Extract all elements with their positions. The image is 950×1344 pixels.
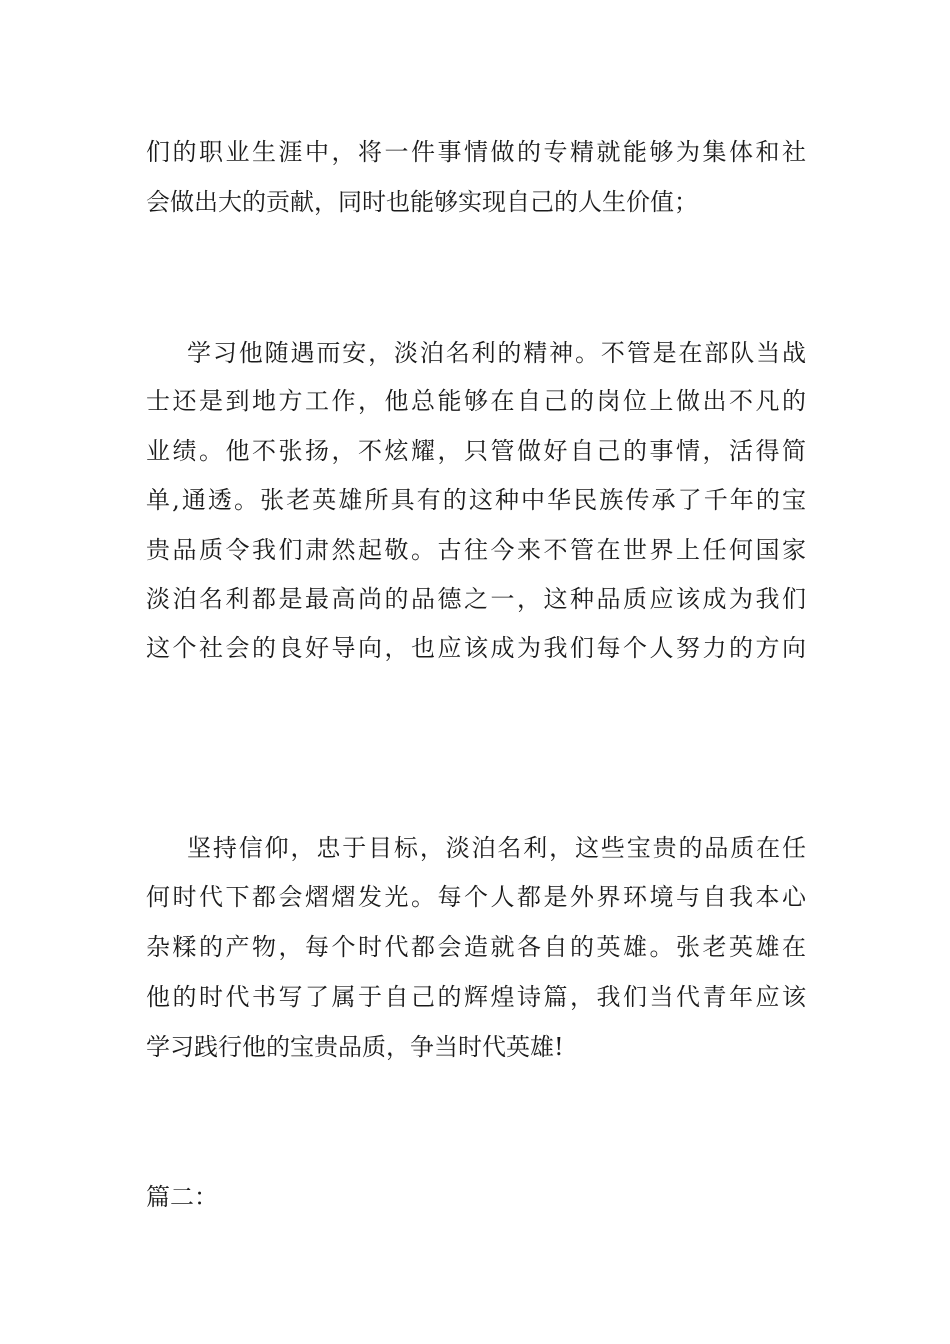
- paragraph-line: 业绩。他不张扬，不炫耀，只管做好自己的事情，活得简: [146, 437, 806, 465]
- paragraph-line: 单,通透。张老英雄所具有的这种中华民族传承了千年的宝: [146, 486, 806, 514]
- paragraph-line: 淡泊名利都是最高尚的品德之一，这种品质应该成为我们: [146, 585, 806, 613]
- paragraph-line: 会做出大的贡献，同时也能够实现自己的人生价值；: [146, 188, 698, 216]
- paragraph-line: 贵品质令我们肃然起敬。古往今来不管在世界上任何国家: [146, 536, 806, 564]
- paragraph-line: 坚持信仰，忠于目标，淡泊名利，这些宝贵的品质在任: [187, 834, 806, 862]
- paragraph-line: 学习践行他的宝贵品质，争当时代英雄!: [146, 1033, 564, 1061]
- paragraph-line: 学习他随遇而安，淡泊名利的精神。不管是在部队当战: [187, 339, 806, 367]
- paragraph-line: 们的职业生涯中，将一件事情做的专精就能够为集体和社: [146, 138, 806, 166]
- paragraph-line: 杂糅的产物，每个时代都会造就各自的英雄。张老英雄在: [146, 933, 806, 961]
- paragraph-line: 他的时代书写了属于自己的辉煌诗篇，我们当代青年应该: [146, 983, 806, 1011]
- section-heading: 篇二：: [146, 1183, 218, 1211]
- paragraph-line: 这个社会的良好导向，也应该成为我们每个人努力的方向: [146, 634, 806, 662]
- paragraph-line: 何时代下都会熠熠发光。每个人都是外界环境与自我本心: [146, 883, 806, 911]
- paragraph-line: 士还是到地方工作，他总能够在自己的岗位上做出不凡的: [146, 387, 806, 415]
